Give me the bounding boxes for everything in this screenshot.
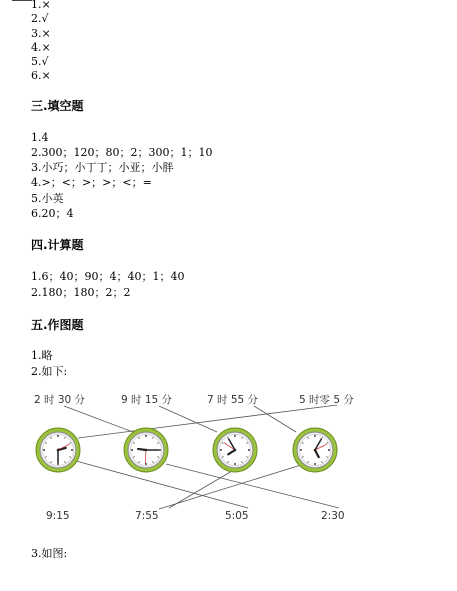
matching-line-1 xyxy=(64,406,133,432)
clock-group xyxy=(36,428,337,472)
page-cut-line xyxy=(12,0,32,1)
judge-answer-6: 6.× xyxy=(31,69,51,82)
fill-answer-1: 1.4 xyxy=(31,131,49,144)
section-4-heading: 四.计算题 xyxy=(31,238,84,252)
fill-answer-6: 6.20；4 xyxy=(31,207,74,220)
matching-line-4 xyxy=(254,406,296,432)
judge-answer-3: 3.× xyxy=(31,27,51,40)
draw-answer-1: 1.略 xyxy=(31,349,53,362)
clock-pivot xyxy=(234,449,237,452)
clock-pivot xyxy=(314,449,317,452)
judge-answer-2: 2.√ xyxy=(31,12,49,25)
judge-answer-1: 1.× xyxy=(31,0,51,11)
clock-icon-4 xyxy=(293,428,337,472)
draw-answer-2: 2.如下: xyxy=(31,365,68,378)
judge-answer-4: 4.× xyxy=(31,41,51,54)
draw-answer-3: 3.如图: xyxy=(31,547,68,560)
fill-answer-5: 5.小英 xyxy=(31,192,64,205)
fill-answer-2: 2.300；120；80；2；300；1；10 xyxy=(31,146,213,159)
bottom-label-4: 2:30 xyxy=(321,510,345,522)
section-5-heading: 五.作图题 xyxy=(31,318,84,332)
matching-line-2 xyxy=(78,405,337,438)
clock-icon-1 xyxy=(36,428,80,472)
top-label-2: 9 时 15 分 xyxy=(121,394,173,406)
calc-answer-1: 1.6；40；90；4；40；1；40 xyxy=(31,270,185,283)
section-3-heading: 三.填空题 xyxy=(31,99,84,113)
bottom-label-1: 9:15 xyxy=(46,510,70,522)
judge-answer-5: 5.√ xyxy=(31,55,49,68)
clock-icon-3 xyxy=(213,428,257,472)
bottom-label-3: 5:05 xyxy=(225,510,249,522)
clock-pivot xyxy=(145,449,148,452)
clock-matching-figure xyxy=(0,388,457,528)
fill-answer-4: 4.>；<；>；>；<；= xyxy=(31,176,152,189)
fill-answer-3: 3.小巧；小丁丁；小亚；小胖 xyxy=(31,161,174,174)
bottom-label-2: 7:55 xyxy=(135,510,159,522)
clock-pivot xyxy=(57,449,60,452)
top-label-4: 5 时零 5 分 xyxy=(299,394,354,406)
matching-line-3 xyxy=(159,406,217,432)
top-label-1: 2 时 30 分 xyxy=(34,394,86,406)
calc-answer-2: 2.180；180；2；2 xyxy=(31,286,131,299)
top-label-3: 7 时 55 分 xyxy=(207,394,259,406)
clock-icon-2 xyxy=(124,428,168,472)
